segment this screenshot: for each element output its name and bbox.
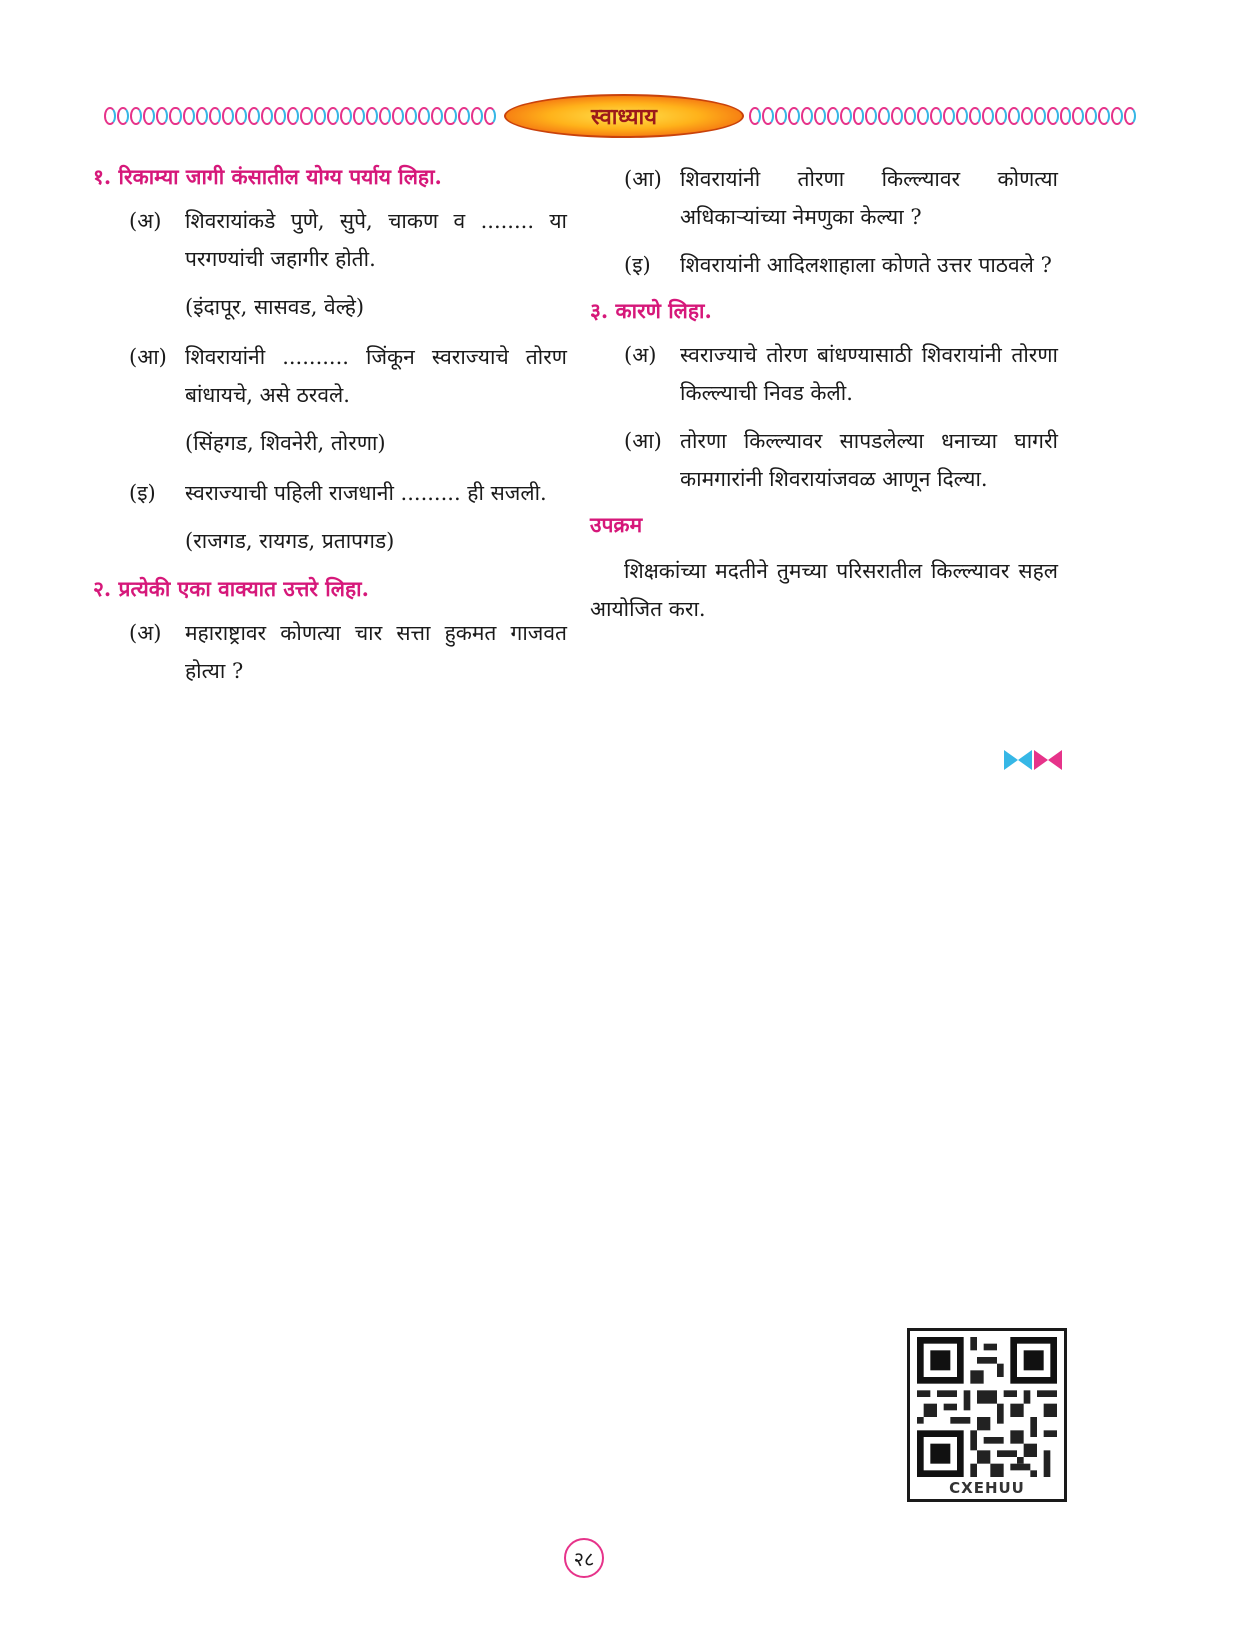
section-end-ornament-icon xyxy=(1004,748,1074,772)
q1-item-a xyxy=(129,202,567,278)
chain-ring-icon xyxy=(156,107,168,125)
chain-ring-icon xyxy=(340,107,352,125)
q2-item-a xyxy=(129,614,567,690)
item-tag: (अ) xyxy=(129,209,162,233)
chain-ring-icon xyxy=(1098,107,1110,125)
chain-ring-icon xyxy=(943,107,955,125)
chain-ring-icon xyxy=(1072,107,1084,125)
chain-ring-icon xyxy=(248,107,260,125)
chain-ring-icon xyxy=(904,107,916,125)
chain-ring-icon xyxy=(353,107,365,125)
chain-ring-icon xyxy=(287,107,299,125)
item-text: शिवरायांनी .......... जिंकून स्वराज्याचे तोरण बांधायचे, असे ठरवले. xyxy=(185,345,567,407)
item-text: तोरणा किल्ल्यावर सापडलेल्या धनाच्या घागरी कामगारांनी शिवरायांजवळ आणून दिल्या. xyxy=(680,429,1058,491)
chain-ring-icon xyxy=(969,107,981,125)
chain-ring-icon xyxy=(235,107,247,125)
chain-ring-icon xyxy=(458,107,470,125)
q1-item-aa xyxy=(129,338,567,414)
banner-title-badge xyxy=(504,94,744,138)
chain-ring-icon xyxy=(261,107,273,125)
chain-ring-icon xyxy=(788,107,800,125)
qr-code-label: CXEHUU xyxy=(949,1479,1025,1497)
q3-heading: ३. कारणे लिहा. xyxy=(590,298,712,323)
chain-ring-icon xyxy=(1008,107,1020,125)
chain-ring-icon xyxy=(749,107,761,125)
chain-ring-icon xyxy=(1034,107,1046,125)
banner-chain-left xyxy=(104,107,496,129)
chain-ring-icon xyxy=(930,107,942,125)
qr-code-icon xyxy=(916,1337,1058,1477)
q3-item-aa xyxy=(624,422,1058,498)
chain-ring-icon xyxy=(775,107,787,125)
chain-ring-icon xyxy=(366,107,378,125)
item-text: स्वराज्याचे तोरण बांधण्यासाठी शिवरायांनी तोरणा किल्ल्याची निवड केली. xyxy=(680,343,1058,405)
page-number-text: २८ xyxy=(573,1546,595,1571)
section-banner xyxy=(104,94,1136,142)
chain-ring-icon xyxy=(1021,107,1033,125)
page-number xyxy=(564,1538,604,1578)
chain-ring-icon xyxy=(1060,107,1072,125)
banner-chain-right xyxy=(749,107,1136,129)
item-text: शिवरायांनी तोरणा किल्ल्यावर कोणत्या अधिकाऱ्यांच्या नेमणुका केल्या ? xyxy=(680,167,1058,229)
q2-item-aa xyxy=(624,160,1058,236)
chain-ring-icon xyxy=(827,107,839,125)
chain-ring-icon xyxy=(814,107,826,125)
chain-ring-icon xyxy=(956,107,968,125)
qr-code[interactable] xyxy=(907,1328,1067,1502)
q1-heading: १. रिकाम्या जागी कंसातील योग्य पर्याय लिहा. xyxy=(93,164,442,189)
q3-item-a xyxy=(624,336,1058,412)
chain-ring-icon xyxy=(431,107,443,125)
chain-ring-icon xyxy=(130,107,142,125)
item-tag: (इ) xyxy=(624,253,651,277)
q1-item-a-options: (इंदापूर, सासवड, वेल्हे) xyxy=(185,295,365,319)
item-tag: (आ) xyxy=(624,429,662,453)
chain-ring-icon xyxy=(917,107,929,125)
left-column xyxy=(93,160,567,700)
q1-item-aa-options: (सिंहगड, शिवनेरी, तोरणा) xyxy=(185,431,386,455)
chain-ring-icon xyxy=(143,107,155,125)
chain-ring-icon xyxy=(982,107,994,125)
chain-ring-icon xyxy=(1111,107,1123,125)
item-tag: (आ) xyxy=(129,345,167,369)
activity-text: शिक्षकांच्या मदतीने तुमच्या परिसरातील किल्ल्यावर सहल आयोजित करा. xyxy=(590,559,1058,621)
chain-ring-icon xyxy=(444,107,456,125)
chain-ring-icon xyxy=(418,107,430,125)
chain-ring-icon xyxy=(840,107,852,125)
item-text: स्वराज्याची पहिली राजधानी ......... ही सजली. xyxy=(185,481,547,505)
item-text: शिवरायांनी आदिलशाहाला कोणते उत्तर पाठवले ? xyxy=(680,253,1052,277)
activity-heading: उपक्रम xyxy=(590,512,643,537)
chain-ring-icon xyxy=(1124,107,1136,125)
chain-ring-icon xyxy=(274,107,286,125)
chain-ring-icon xyxy=(1085,107,1097,125)
chain-ring-icon xyxy=(314,107,326,125)
right-column xyxy=(590,160,1058,628)
item-tag: (आ) xyxy=(624,167,662,191)
chain-ring-icon xyxy=(891,107,903,125)
chain-ring-icon xyxy=(471,107,483,125)
chain-ring-icon xyxy=(327,107,339,125)
q1-item-i-options: (राजगड, रायगड, प्रतापगड) xyxy=(185,529,395,553)
chain-ring-icon xyxy=(104,107,116,125)
item-tag: (अ) xyxy=(624,343,657,367)
chain-ring-icon xyxy=(300,107,312,125)
chain-ring-icon xyxy=(222,107,234,125)
q1-item-i xyxy=(129,474,567,512)
chain-ring-icon xyxy=(196,107,208,125)
chain-ring-icon xyxy=(183,107,195,125)
chain-ring-icon xyxy=(405,107,417,125)
chain-ring-icon xyxy=(865,107,877,125)
chain-ring-icon xyxy=(117,107,129,125)
chain-ring-icon xyxy=(392,107,404,125)
item-text: शिवरायांकडे पुणे, सुपे, चाकण व ........ या परगण्यांची जहागीर होती. xyxy=(185,209,567,271)
chain-ring-icon xyxy=(762,107,774,125)
chain-ring-icon xyxy=(169,107,181,125)
item-tag: (अ) xyxy=(129,621,162,645)
banner-title: स्वाध्याय xyxy=(591,104,657,130)
chain-ring-icon xyxy=(853,107,865,125)
chain-ring-icon xyxy=(1047,107,1059,125)
chain-ring-icon xyxy=(209,107,221,125)
chain-ring-icon xyxy=(878,107,890,125)
chain-ring-icon xyxy=(484,107,496,125)
item-tag: (इ) xyxy=(129,481,156,505)
q2-heading: २. प्रत्येकी एका वाक्यात उत्तरे लिहा. xyxy=(93,576,369,601)
q2-item-i xyxy=(624,246,1058,284)
chain-ring-icon xyxy=(379,107,391,125)
item-text: महाराष्ट्रावर कोणत्या चार सत्ता हुकमत गाजवत होत्या ? xyxy=(185,621,567,683)
chain-ring-icon xyxy=(801,107,813,125)
chain-ring-icon xyxy=(995,107,1007,125)
